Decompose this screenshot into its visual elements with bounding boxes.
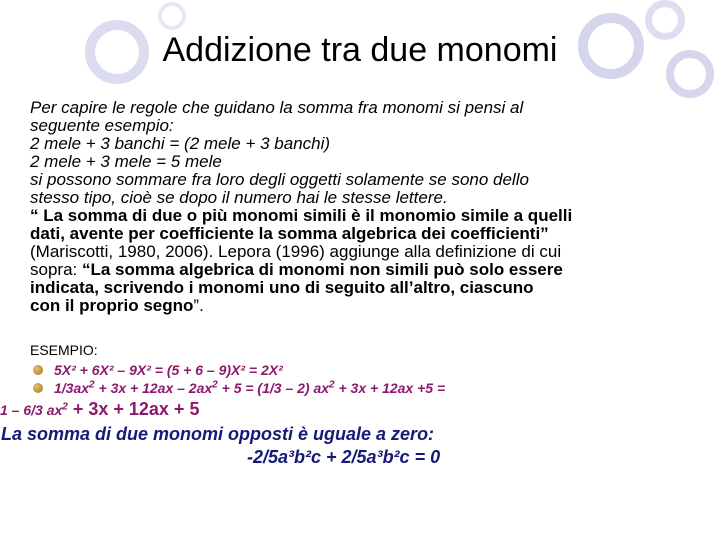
example-item-text: 5X² + 6X² – 9X² = (5 + 6 – 9)X² = 2X² [54, 362, 283, 378]
definition-prefix: sopra: [30, 260, 82, 279]
decorative-circle [158, 2, 186, 30]
intro-line: si possono sommare fra loro degli oggetti solamente se sono dello [30, 170, 529, 189]
intro-line: Per capire le regole che guidano la somma fra monomi si pensi al [30, 98, 524, 117]
definition-line [30, 260, 710, 279]
definition-quote: con il proprio segno [30, 296, 194, 315]
definition-line: indicata, scrivendo i monomi uno di seguito all’altro, ciascuno [30, 278, 534, 297]
bullet-icon [33, 365, 43, 375]
definition-quote: “La somma algebrica di monomi non simili può solo essere [81, 260, 563, 279]
definition-suffix: ”. [193, 296, 204, 315]
intro-line: stesso tipo, cioè se dopo il numero hai le stesse lettere. [30, 188, 448, 207]
body-text [30, 99, 710, 315]
example-item [30, 379, 710, 397]
example-item [30, 361, 710, 379]
exponent: 2 [329, 379, 335, 391]
exponent: 2 [62, 401, 68, 413]
definition-paragraph [30, 207, 710, 315]
intro-line: 2 mele + 3 banchi = (2 mele + 3 banchi) [30, 134, 331, 153]
example-item-text: + 5 = (1/3 – 2) ax [217, 380, 330, 396]
definition-line: dati, avente per coefficiente la somma algebrica dei coefficienti” [30, 224, 549, 243]
continuation-text: + 3x + 12ax + 5 [67, 399, 200, 419]
intro-line: seguente esempio: [30, 116, 174, 135]
example-label: ESEMPIO: [30, 342, 98, 358]
statement-line: La somma di due monomi opposti è uguale a zero: [1, 424, 435, 444]
intro-line: 2 mele + 3 mele = 5 mele [30, 152, 222, 171]
definition-line: (Mariscotti, 1980, 2006). Lepora (1996) aggiunge alla definizione di cui [30, 242, 562, 261]
exponent: 2 [212, 379, 218, 391]
continuation-text: 1 – 6/3 ax [0, 402, 63, 418]
intro-paragraph [30, 99, 710, 207]
example-item-text: + 3x + 12ax – 2ax [94, 380, 213, 396]
example-block [0, 342, 710, 420]
example-item-text: + 3x + 12ax +5 = [334, 380, 446, 396]
exponent: 2 [89, 379, 95, 391]
definition-line: “ La somma di due o più monomi simili è il monomio simile a quelli [30, 206, 573, 225]
statement-formula: -2/5a³b²c + 2/5a³b²c = 0 [247, 447, 441, 467]
example-item-text: 1/3ax [54, 380, 90, 396]
bullet-icon [33, 383, 43, 393]
opposite-monomials-statement [0, 423, 720, 469]
slide-title: Addizione tra due monomi [162, 31, 558, 69]
definition-line [30, 296, 710, 315]
example-continuation [0, 399, 710, 420]
